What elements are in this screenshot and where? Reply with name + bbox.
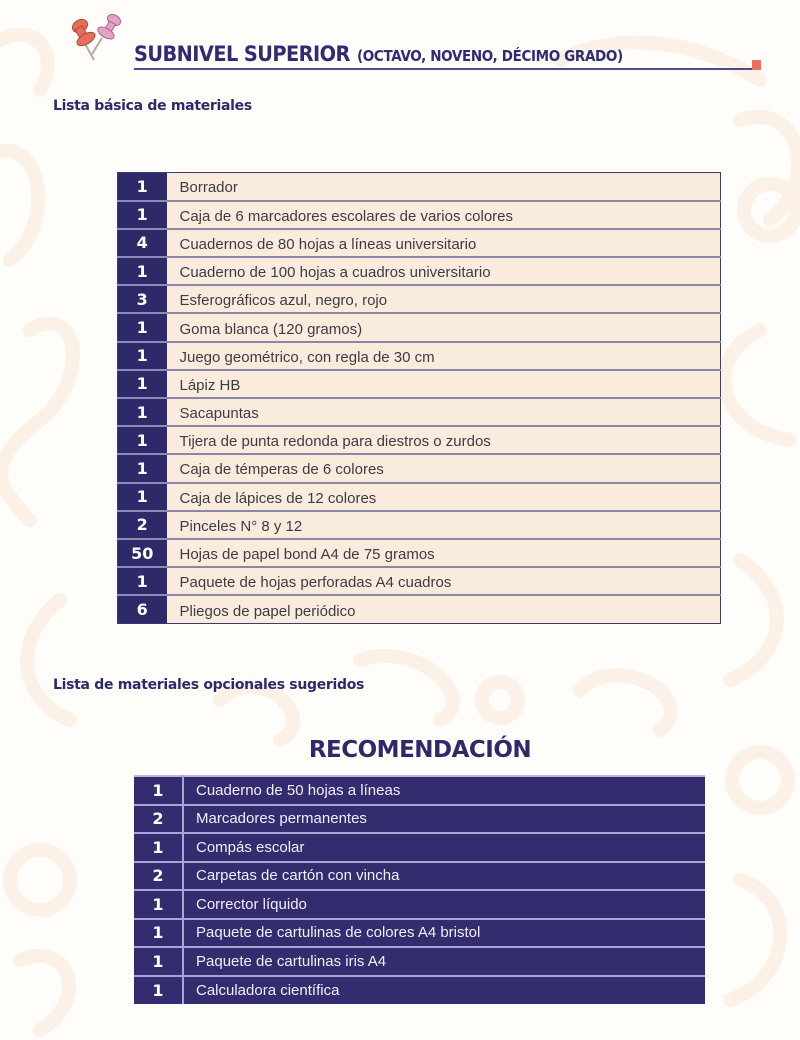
page-header xyxy=(70,10,765,66)
table-row xyxy=(118,483,721,511)
basic-materials-table xyxy=(117,172,721,624)
quantity: 1 xyxy=(118,342,167,370)
table-row xyxy=(118,511,721,539)
table-row xyxy=(134,805,705,834)
table-row xyxy=(118,539,721,567)
item-description: Tijera de punta redonda para diestros o zurdos xyxy=(167,426,721,454)
table-row xyxy=(118,370,721,398)
table-row xyxy=(134,833,705,862)
item-description: Juego geométrico, con regla de 30 cm xyxy=(167,342,721,370)
quantity: 50 xyxy=(118,539,167,567)
pushpin-icon xyxy=(70,12,128,62)
quantity: 2 xyxy=(134,805,183,834)
table-row xyxy=(118,454,721,482)
item-description: Caja de 6 marcadores escolares de varios colores xyxy=(167,201,721,229)
optional-list-label: Lista de materiales opcionales sugeridos xyxy=(53,677,365,693)
item-description: Sacapuntas xyxy=(167,398,721,426)
table-row xyxy=(134,862,705,891)
page-title xyxy=(134,42,652,66)
table-row xyxy=(118,595,721,623)
quantity: 1 xyxy=(118,173,167,201)
quantity: 2 xyxy=(118,511,167,539)
table-row xyxy=(134,776,705,805)
table-row xyxy=(134,919,705,948)
item-description: Paquete de cartulinas de colores A4 bristol xyxy=(183,919,705,948)
quantity: 1 xyxy=(134,890,183,919)
quantity: 1 xyxy=(134,833,183,862)
table-row xyxy=(118,313,721,341)
table-row xyxy=(118,257,721,285)
basic-list-label: Lista básica de materiales xyxy=(53,98,252,114)
item-description: Compás escolar xyxy=(183,833,705,862)
item-description: Calculadora científica xyxy=(196,981,340,999)
title-main: SUBNIVEL SUPERIOR xyxy=(134,42,350,66)
quantity: 1 xyxy=(118,454,167,482)
table-row xyxy=(134,890,705,919)
quantity: 1 xyxy=(118,398,167,426)
quantity: 1 xyxy=(118,567,167,595)
table-row xyxy=(118,426,721,454)
item-description: Paquete de hojas perforadas A4 cuadros xyxy=(167,567,721,595)
item-description: Cuaderno de 100 hojas a cuadros universitario xyxy=(167,257,721,285)
table-row xyxy=(134,947,705,976)
item-description: Cuadernos de 80 hojas a líneas universitario xyxy=(167,229,721,257)
item-description: Caja de témperas de 6 colores xyxy=(167,454,721,482)
title-underline xyxy=(134,68,754,70)
quantity: 1 xyxy=(118,370,167,398)
table-row xyxy=(118,229,721,257)
quantity: 4 xyxy=(118,229,167,257)
table-row xyxy=(118,342,721,370)
title-accent-square xyxy=(752,60,761,70)
quantity: 1 xyxy=(134,776,183,805)
quantity: 2 xyxy=(134,862,183,891)
item-description: Pinceles N° 8 y 12 xyxy=(167,511,721,539)
item-description: Esferográficos azul, negro, rojo xyxy=(167,285,721,313)
item-description: Cuaderno de 50 hojas a líneas xyxy=(183,776,705,805)
quantity: 3 xyxy=(118,285,167,313)
title-subtitle: (OCTAVO, NOVENO, DÉCIMO GRADO) xyxy=(357,47,623,65)
item-description: Carpetas de cartón con vincha xyxy=(183,862,705,891)
table-row xyxy=(118,173,721,201)
item-description: Paquete de cartulinas iris A4 xyxy=(183,947,705,976)
quantity: 1 xyxy=(118,483,167,511)
item-description: Caja de lápices de 12 colores xyxy=(167,483,721,511)
item-description: Corrector líquido xyxy=(183,890,705,919)
optional-materials-table xyxy=(134,775,705,1004)
item-description: Borrador xyxy=(167,173,721,201)
table-row xyxy=(118,398,721,426)
item-description: Goma blanca (120 gramos) xyxy=(167,313,721,341)
quantity: 1 xyxy=(134,919,183,948)
item-description: Hojas de papel bond A4 de 75 gramos xyxy=(167,539,721,567)
quantity: 1 xyxy=(134,947,183,976)
quantity: 1 xyxy=(118,426,167,454)
table-row xyxy=(118,567,721,595)
table-row xyxy=(118,285,721,313)
item-description: Lápiz HB xyxy=(167,370,721,398)
table-row xyxy=(134,976,705,1005)
quantity: 1 xyxy=(118,257,167,285)
quantity: 6 xyxy=(118,595,167,623)
recommendation-heading: RECOMENDACIÓN xyxy=(308,737,532,763)
quantity: 1 xyxy=(118,201,167,229)
table-row xyxy=(118,201,721,229)
quantity: 1 xyxy=(118,313,167,341)
quantity: 1 xyxy=(134,976,183,1005)
item-description: Pliegos de papel periódico xyxy=(167,595,721,623)
item-description: Marcadores permanentes xyxy=(183,805,705,834)
